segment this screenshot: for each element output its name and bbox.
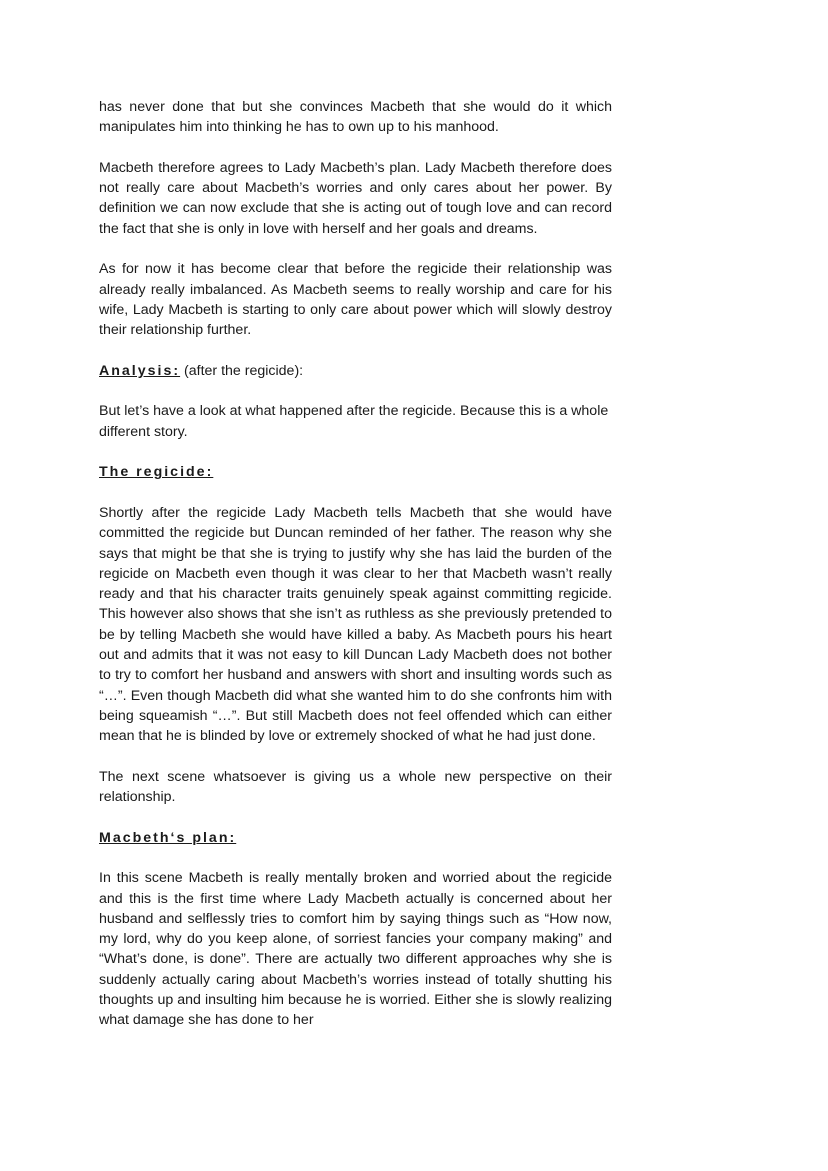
paragraph-manhood: has never done that but she convinces Macbeth that she would do it which manipulates him into thinking he has to own up to his manhood.: [99, 99, 612, 136]
paragraph-agrees-plan: Macbeth therefore agrees to Lady Macbeth’s plan. Lady Macbeth therefore does not really care about Macbeth’s worries and only cares about her power. By definition we can now exclude that she is acting out of tough love and can record the fact that she is only in love with herself and her goals and dreams.: [99, 159, 612, 237]
paragraph-after-regicide: But let’s have a look at what happened after the regicide. Because this is a whole different story.: [99, 403, 609, 440]
paragraph-imbalanced: As for now it has become clear that before the regicide their relationship was already really imbalanced. As Macbeth seems to really worship and care for his wife, Lady Macbeth is starting to only care about power which will slowly destroy their relationship further.: [99, 261, 612, 339]
paragraph-regicide: Shortly after the regicide Lady Macbeth tells Macbeth that she would have committed the regicide but Duncan reminded of her father. The reason why she says that might be that she is trying to justify why she has laid the burden of the regicide on Macbeth even though it was clear to her that Macbeth wasn’t really ready and that his character traits genuinely speak against committing regicide. This however also shows that she isn’t as ruthless as she previously pretended to be by telling Macbeth she would have killed a baby. As Macbeth pours his heart out and admits that it was not easy to kill Duncan Lady Macbeth does not bother to try to comfort her husband and answers with short and insulting words such as “…”. Even though Macbeth did what she wanted him to do she confronts him with being squeamish “…”. But still Macbeth does not feel offended which can either mean that he is blinded by love or extremely shocked of what he had just done.: [99, 504, 612, 745]
heading-regicide: [99, 462, 612, 482]
heading-macbeth-plan-label: Macbeth‘s plan:: [99, 829, 237, 846]
document-page: [99, 97, 612, 1051]
heading-analysis-label: Analysis:: [99, 362, 181, 379]
heading-macbeth-plan: [99, 828, 612, 848]
heading-regicide-label: The regicide:: [99, 464, 214, 481]
heading-analysis-suffix: (after the regicide):: [180, 362, 304, 379]
heading-analysis: [99, 361, 612, 381]
paragraph-new-perspective: The next scene whatsoever is giving us a whole new perspective on their relationship.: [99, 768, 612, 806]
paragraph-macbeth-plan: In this scene Macbeth is really mentally broken and worried about the regicide and this is the first time where Lady Macbeth actually is concerned about her husband and selflessly tries to comfort him by saying things such as “How now, my lord, why do you keep alone, of sorriest fancies your company making” and “What’s done, is done”. There are actually two different approaches why she is suddenly actually caring about Macbeth’s worries instead of totally shutting his thoughts up and insulting him because he is worried. Either she is slowly realizing what damage she has done to her: [99, 870, 612, 1029]
